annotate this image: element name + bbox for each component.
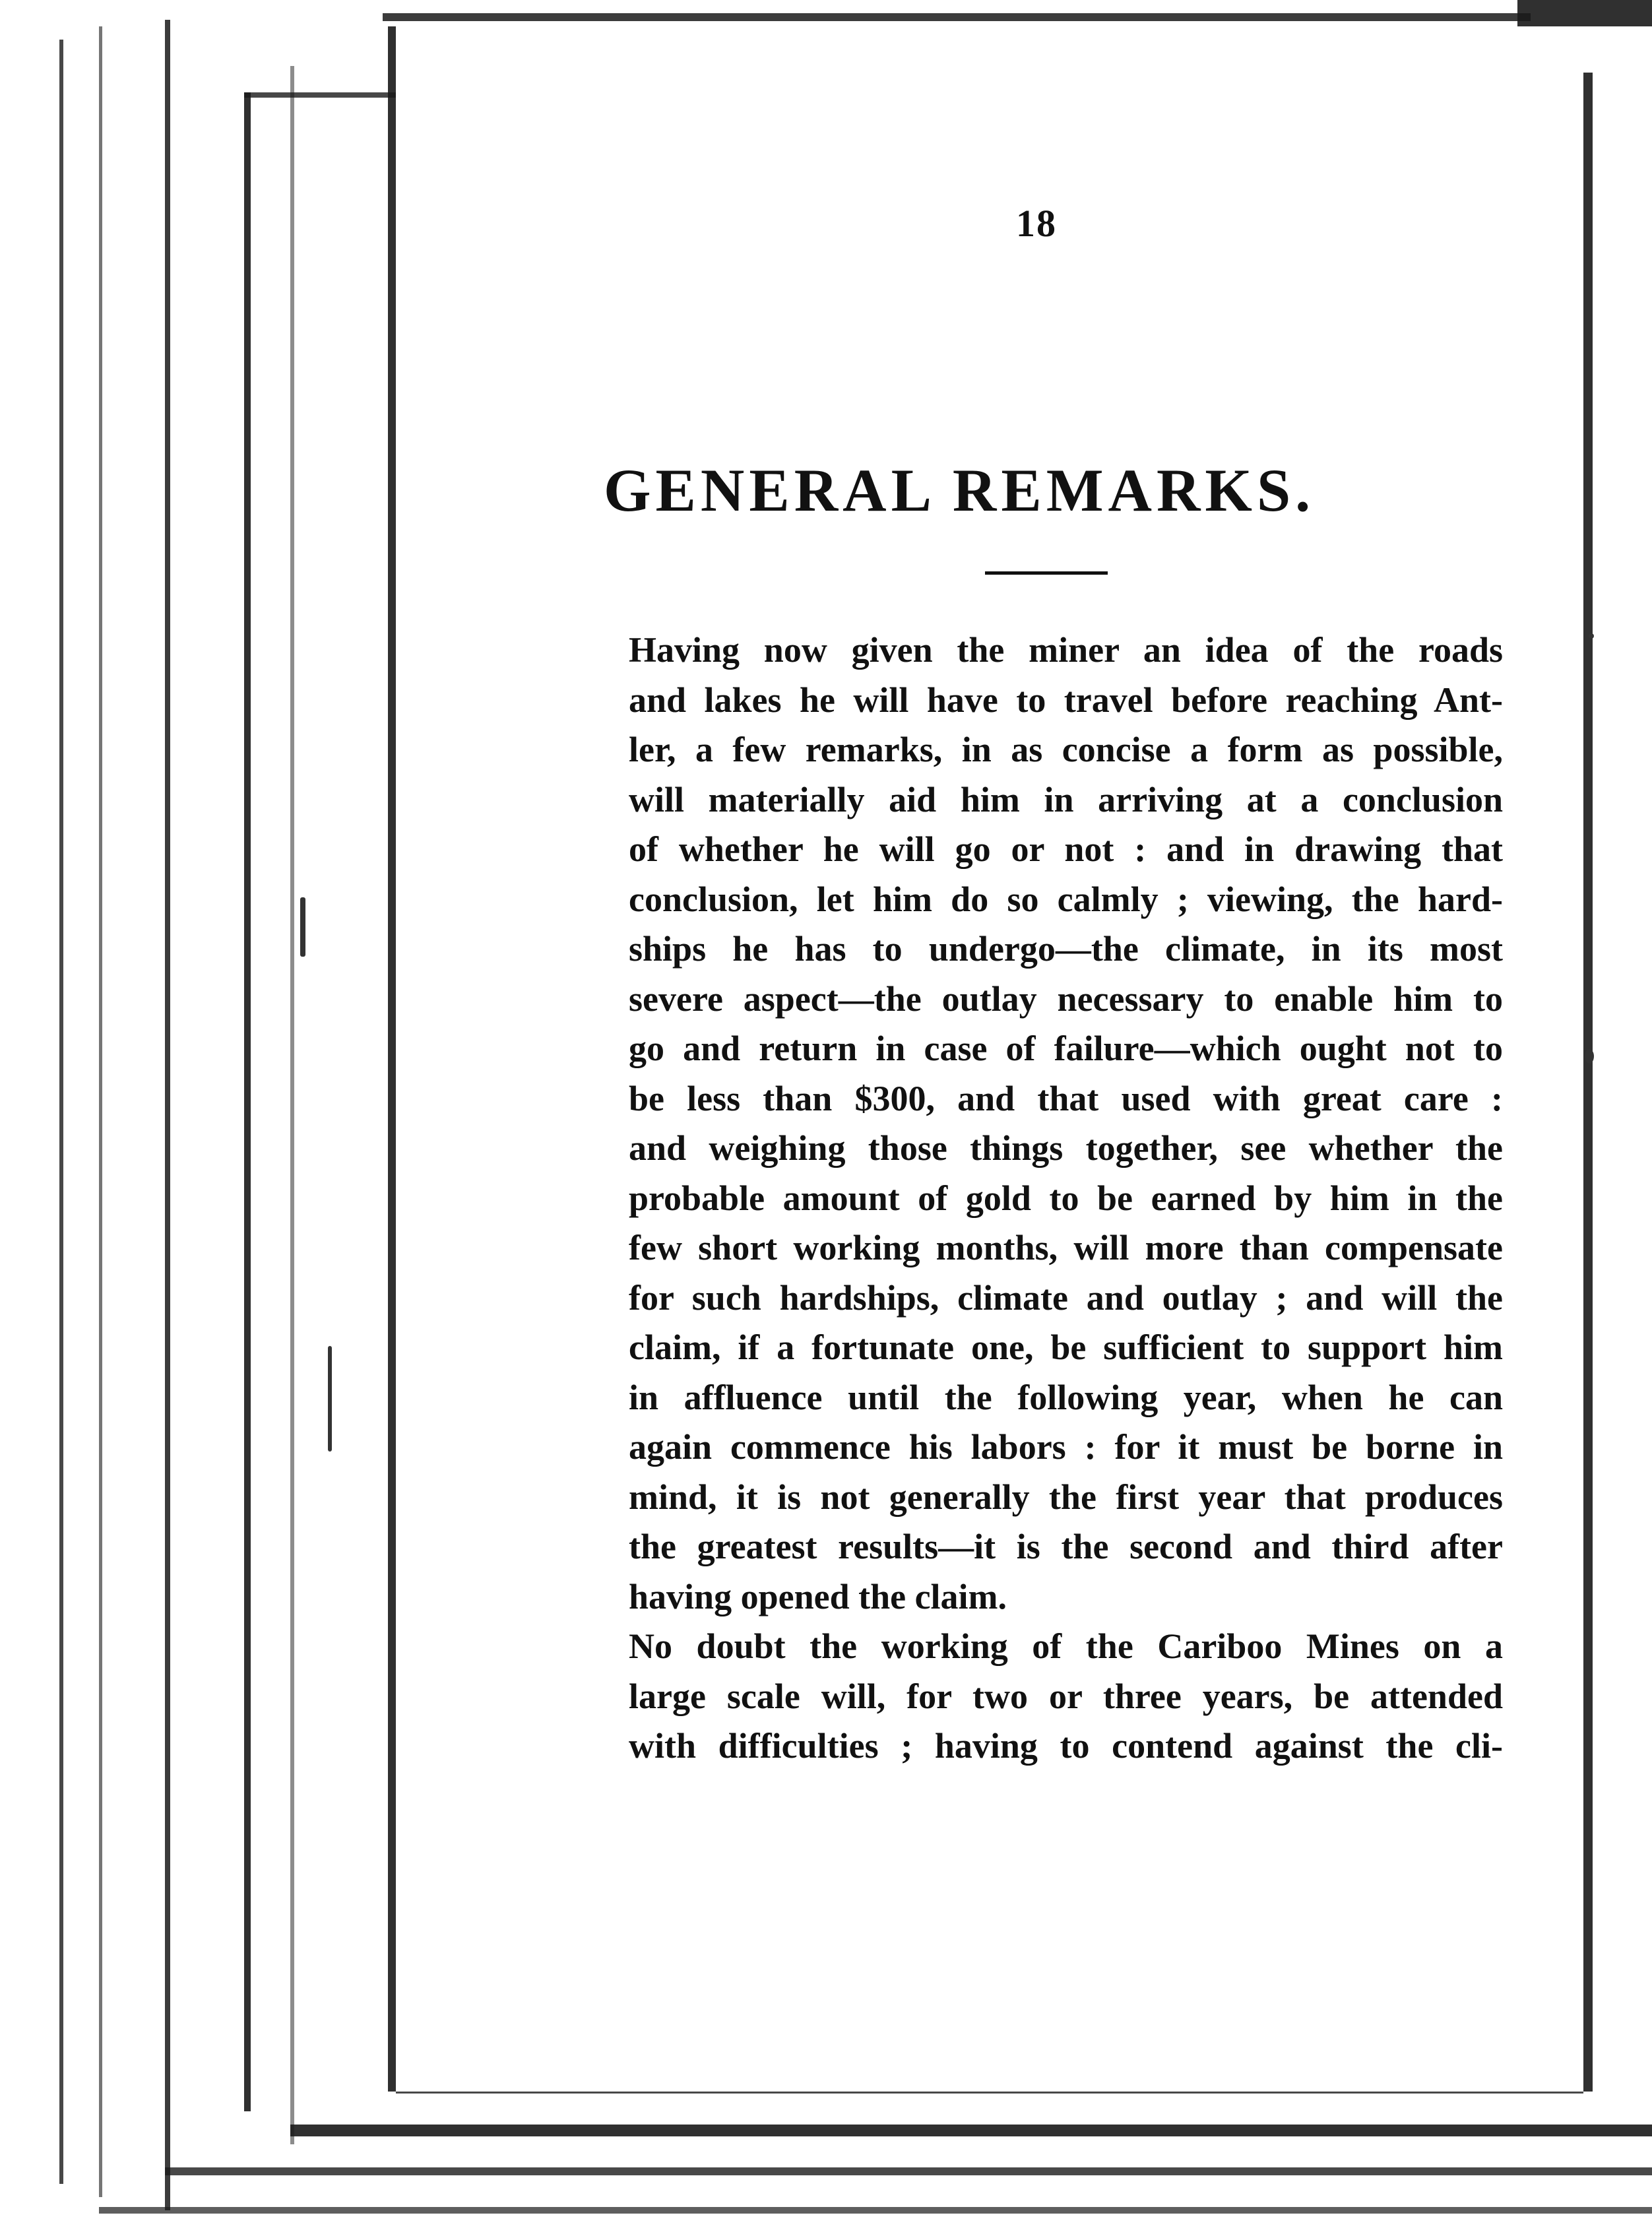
page-edge-left-outer <box>59 40 63 2184</box>
text-line: go and return in case of failure—which ought not to <box>629 1029 1503 1068</box>
text-line: will materially aid him in arriving at a conclusion <box>629 779 1503 819</box>
page-edge-bottom-3 <box>165 2167 1652 2175</box>
text-line: ler, a few remarks, in as concise a form as possible, <box>629 730 1503 769</box>
text-line: with difficulties ; having to contend against the cli- <box>629 1726 1503 1766</box>
text-line: severe aspect—the outlay necessary to enable him to <box>629 978 1503 1019</box>
text-line: and lakes he will have to travel before reaching Ant- <box>629 680 1503 720</box>
text-line: be less than $300, and that used with great care : <box>629 1078 1503 1118</box>
scan-speck <box>1589 633 1594 639</box>
scan-speck <box>328 1346 332 1452</box>
paragraph-1 <box>573 625 1503 1622</box>
section-heading: GENERAL REMARKS. <box>604 457 1316 524</box>
text-line: large scale will, for two or three years, be attended <box>629 1676 1503 1716</box>
page-edge-left-4 <box>244 92 251 2111</box>
scan-speck <box>300 897 305 957</box>
page-edge-left-2 <box>99 26 102 2197</box>
page-edge-top-2 <box>244 92 396 98</box>
text-line: again commence his labors : for it must be borne in <box>629 1427 1503 1467</box>
page-edge-left-3 <box>165 20 170 2210</box>
page-edge-top <box>383 13 1531 21</box>
text-line: the greatest results—it is the second and third after <box>629 1527 1503 1566</box>
text-line: Having now given the miner an idea of the roads <box>629 630 1503 670</box>
page-edge-bottom-4 <box>99 2207 1652 2214</box>
body-text <box>573 625 1503 1772</box>
text-line: probable amount of gold to be earned by him in the <box>629 1178 1503 1218</box>
text-line: claim, if a fortunate one, be sufficient to support him <box>629 1327 1503 1367</box>
heading-rule <box>985 571 1108 575</box>
text-line: conclusion, let him do so calmly ; viewing, the hard- <box>629 879 1503 919</box>
scan-speck <box>1585 1049 1594 1064</box>
text-line: in affluence until the following year, when he can <box>629 1377 1503 1417</box>
page-edge-bottom-2 <box>290 2125 1652 2136</box>
text-line: having opened the claim. <box>629 1576 1007 1616</box>
page-edge-left-5 <box>290 66 294 2144</box>
text-line: and weighing those things together, see whether the <box>629 1128 1503 1168</box>
paragraph-2 <box>573 1622 1503 1772</box>
text-line: of whether he will go or not : and in drawing that <box>629 829 1503 869</box>
text-line: ships he has to undergo—the climate, in its most <box>629 929 1503 969</box>
text-line: few short working months, will more than compensate <box>629 1228 1503 1267</box>
text-line: No doubt the working of the Cariboo Mines on a <box>629 1626 1503 1666</box>
page-edge-top-right <box>1517 0 1652 26</box>
text-line: mind, it is not generally the first year that produces <box>629 1477 1503 1517</box>
text-line: for such hardships, climate and outlay ; and will the <box>629 1277 1503 1318</box>
page-number: 18 <box>1016 202 1057 245</box>
